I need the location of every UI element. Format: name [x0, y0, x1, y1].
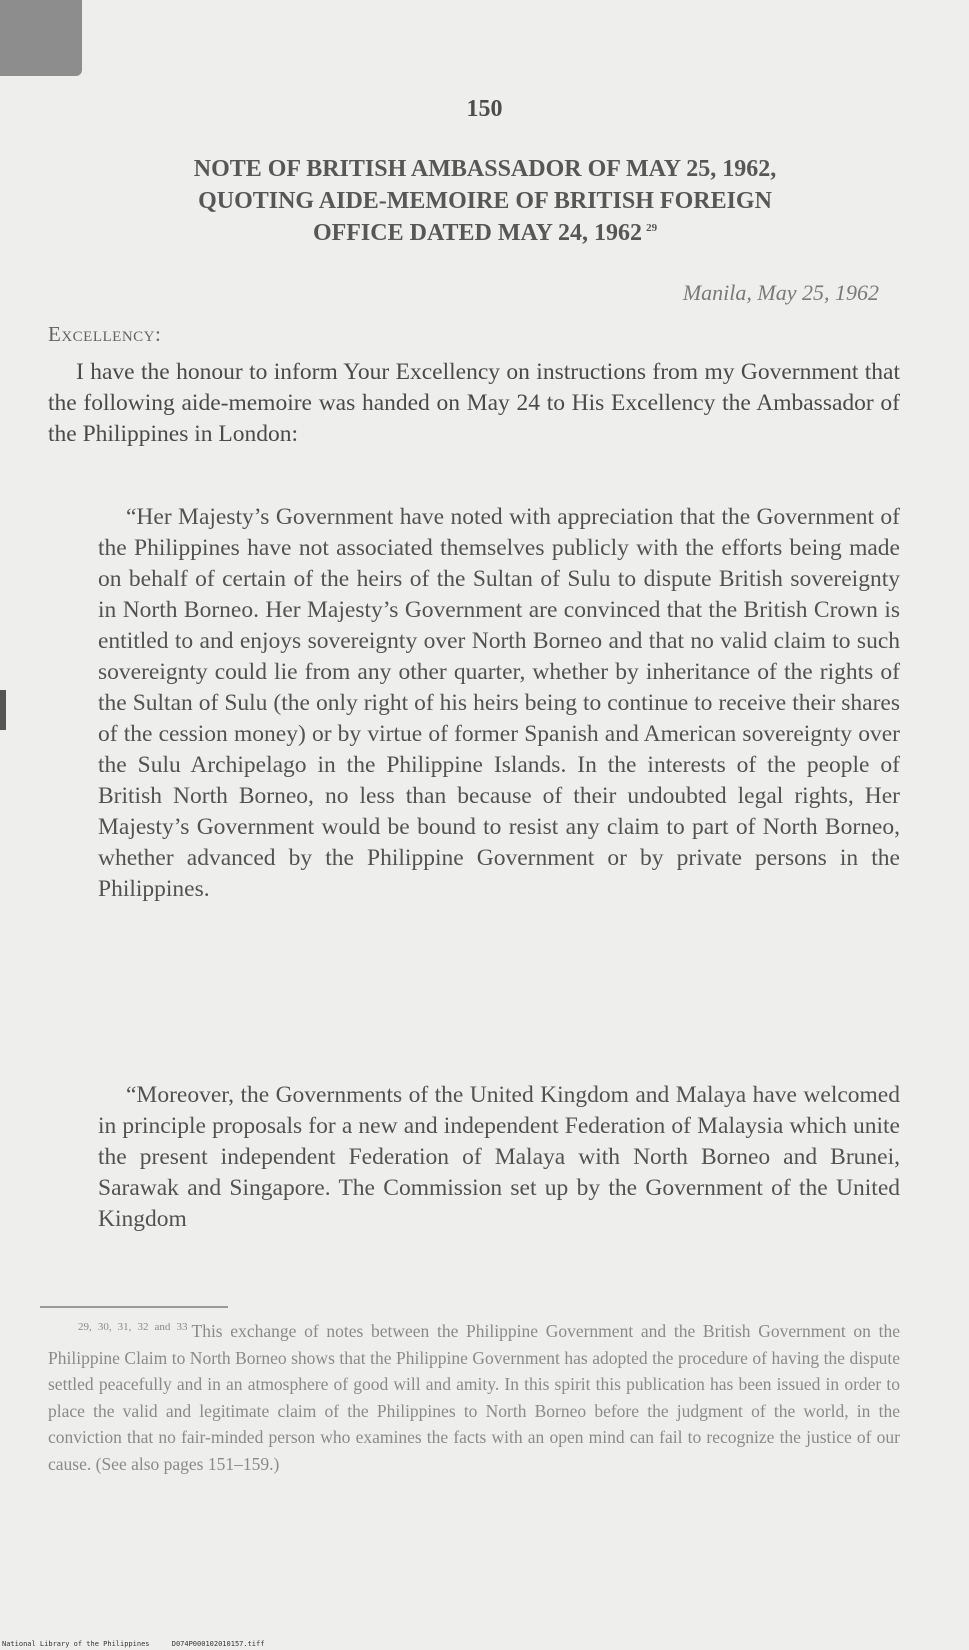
document-title	[60, 153, 910, 249]
scan-footer-file: D074P000102010157.tiff	[171, 1640, 265, 1648]
footnote	[48, 1318, 900, 1477]
intro-paragraph: I have the honour to inform Your Excellency on instructions from my Government that the following aide-memoire was handed on May 24 to His Excellency the Ambassador of the Philippines in London:	[48, 359, 900, 447]
scan-footer	[2, 1640, 282, 1648]
salutation: Excellency:	[48, 322, 162, 346]
quoted-paragraph-2: “Moreover, the Governments of the United Kingdom and Malaya have welcomed in principle proposals for a new and independent Federation of Malaysia which unite the present independent Federation of Malaya with North Borneo and Brunei, Sarawak and Singapore. The Commission set up by the Government of the United Kingdom	[98, 1082, 900, 1232]
dateline: Manila, May 25, 1962	[682, 280, 879, 305]
quoted-paragraph-1: “Her Majesty’s Government have noted with appreciation that the Government of the Philippines have not associated themselves publicly with the efforts being made on behalf of certain of the heirs of the Sultan of Sulu to dispute British sovereignty in North Borneo. Her Majesty’s Government are convinced that the British Crown is entitled to and enjoys sovereignty over North Borneo and that no valid claim to such sovereignty could lie from any other quarter, whether by inheritance of the rights of the Sultan of Sulu (the only right of his heirs being to continue to receive their shares of the cession money) or by virtue of former Spanish and American sovereignty over the Sulu Archipelago in the Philippine Islands. In the interests of the people of British North Borneo, no less than because of their undoubted legal rights, Her Majesty’s Government would be bound to resist any claim to part of North Borneo, whether advanced by the Philippine Government or by private persons in the Philippines.	[98, 504, 900, 902]
page-number: 150	[466, 96, 503, 122]
footnote-text: This exchange of notes between the Philippine Government and the British Government on the Philippine Claim to North Borneo shows that the Philippine Government has adopted the procedure of having the dispute settled peacefully and in an atmosphere of good will and amity. In this spirit this publication has been issued in order to place the valid and legitimate claim of the Philippines to North Borneo before the judgment of the world, in the conviction that no fair-minded person who examines the facts with an open mind can fail to recognize the justice of our cause. (See also pages 151–159.)	[48, 1321, 901, 1474]
scan-shadow-mark	[0, 0, 82, 76]
scan-edge-mark	[0, 690, 6, 730]
title-line-2: QUOTING AIDE-MEMOIRE OF BRITISH FOREIGN	[198, 188, 772, 214]
title-line-3-text: OFFICE DATED MAY 24, 1962	[312, 220, 643, 246]
title-footnote-ref: 29	[646, 222, 658, 234]
title-line-3	[60, 217, 910, 249]
footnote-divider	[40, 1306, 228, 1308]
title-line-1: NOTE OF BRITISH AMBASSADOR OF MAY 25, 1962,	[193, 156, 777, 182]
scan-footer-library: National Library of the Philippines	[2, 1640, 150, 1648]
footnote-numbers: 29, 30, 31, 32 and 33	[78, 1321, 188, 1334]
